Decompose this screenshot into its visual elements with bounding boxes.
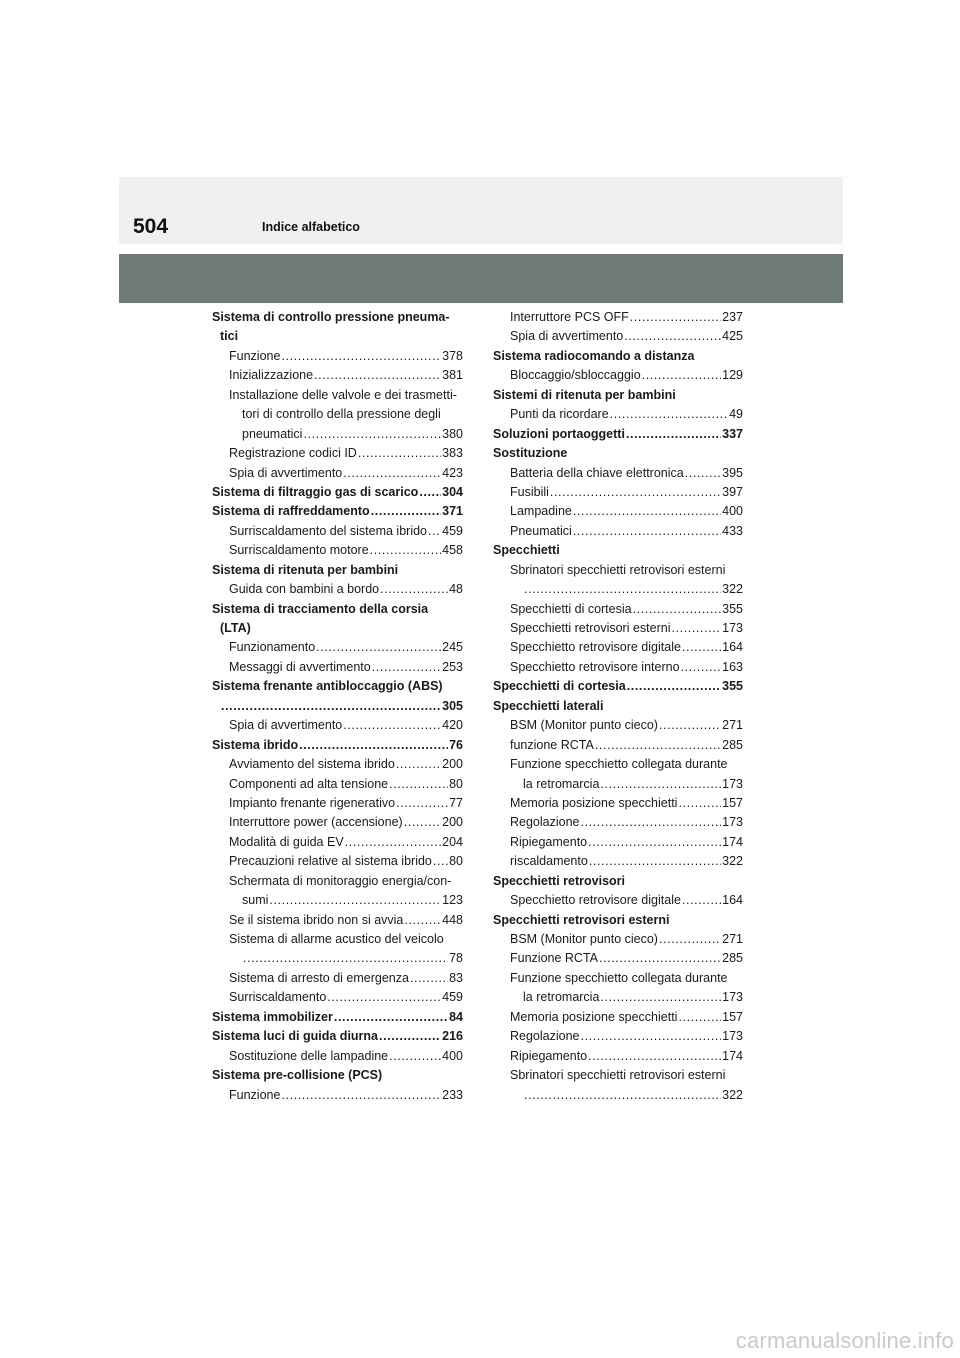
index-heading xyxy=(493,911,743,930)
dot-leader xyxy=(524,1086,721,1105)
dot-leader xyxy=(659,716,721,735)
index-entry xyxy=(212,755,463,774)
dot-leader xyxy=(595,736,721,755)
page-ref: 420 xyxy=(442,718,463,733)
index-heading xyxy=(493,677,743,696)
page-ref: 84 xyxy=(449,1009,463,1024)
entry-text: Lampadine xyxy=(510,504,572,519)
index-heading xyxy=(493,347,743,366)
page-ref: 173 xyxy=(722,990,743,1005)
index-entry xyxy=(212,580,463,599)
index-heading xyxy=(212,1008,463,1027)
page-ref: 355 xyxy=(722,601,743,616)
page-ref: 80 xyxy=(449,776,463,791)
entry-text: Sistema luci di guida diurna xyxy=(212,1029,379,1044)
entry-text: Messaggi di avvertimento xyxy=(229,659,371,674)
entry-text: Interruttore power (accensione) xyxy=(229,815,403,830)
entry-text: Se il sistema ibrido non si avvia xyxy=(229,912,404,927)
index-entry xyxy=(493,308,743,327)
index-entry xyxy=(212,464,463,483)
entry-text: Sistema di raffreddamento xyxy=(212,504,370,519)
page-ref: 459 xyxy=(442,523,463,538)
dot-leader xyxy=(681,658,722,677)
index-entry xyxy=(212,405,463,424)
entry-text: Ripiegamento xyxy=(510,834,588,849)
page-ref: 174 xyxy=(722,1048,743,1063)
entry-text: Specchietti retrovisori esterni xyxy=(510,621,671,635)
index-heading xyxy=(212,483,463,502)
index-entry xyxy=(493,891,743,910)
dot-leader xyxy=(599,949,721,968)
page-ref: 78 xyxy=(449,951,463,966)
entry-text: Sistema immobilizer xyxy=(212,1009,333,1024)
entry-text: Soluzioni portaoggetti xyxy=(493,426,625,441)
index-column-left xyxy=(212,308,463,1105)
dot-leader xyxy=(281,1086,441,1105)
page-ref: 271 xyxy=(722,932,743,946)
page-ref: 383 xyxy=(442,446,463,461)
dot-leader xyxy=(630,308,721,327)
index-entry xyxy=(212,775,463,794)
entry-text: Fusibili xyxy=(510,484,549,499)
index-entry xyxy=(493,464,743,483)
entry-text: Specchietti laterali xyxy=(493,698,604,713)
index-heading xyxy=(493,872,743,891)
page-ref: 378 xyxy=(442,348,463,363)
entry-text: funzione RCTA xyxy=(510,737,594,752)
page-ref: 458 xyxy=(442,543,463,558)
entry-text: Surriscaldamento xyxy=(229,990,327,1005)
page-ref: 80 xyxy=(449,854,463,869)
page-ref: 49 xyxy=(729,407,743,422)
index-heading xyxy=(493,425,743,444)
entry-text: Guida con bambini a bordo xyxy=(229,582,380,597)
entry-text: riscaldamento xyxy=(510,854,588,869)
page-number: 504 xyxy=(133,215,169,238)
dot-leader xyxy=(589,852,721,871)
page-ref: 129 xyxy=(722,368,743,383)
entry-text: Modalità di guida EV xyxy=(229,834,344,849)
index-entry xyxy=(212,1047,463,1066)
dot-leader xyxy=(433,852,448,871)
entry-text: Sistema di arresto di emergenza xyxy=(229,970,409,985)
page-ref: 164 xyxy=(722,893,743,908)
page-ref: 48 xyxy=(449,582,463,597)
index-entry xyxy=(493,969,743,988)
entry-text: Memoria posizione specchietti xyxy=(510,1009,678,1024)
index-heading xyxy=(212,677,463,696)
dot-leader xyxy=(428,522,441,541)
entry-text: Specchietti retrovisori xyxy=(493,873,625,888)
page-ref: 271 xyxy=(722,718,743,733)
index-entry xyxy=(212,638,463,657)
entry-text: (LTA) xyxy=(220,621,251,635)
dot-leader xyxy=(600,988,721,1007)
index-heading xyxy=(493,541,743,560)
index-entry xyxy=(493,366,743,385)
index-entry xyxy=(212,911,463,930)
dot-leader xyxy=(659,930,721,949)
page-ref: 245 xyxy=(442,640,463,655)
index-entry xyxy=(212,794,463,813)
page-ref: 200 xyxy=(442,815,463,830)
entry-text: Precauzioni relative al sistema ibrido xyxy=(229,854,432,869)
index-entry xyxy=(493,736,743,755)
index-entry xyxy=(493,522,743,541)
index-entry xyxy=(212,425,463,444)
page-ref: 216 xyxy=(442,1029,463,1044)
index-heading xyxy=(212,502,463,521)
index-heading xyxy=(212,308,463,327)
dot-leader xyxy=(343,464,441,483)
page-ref: 233 xyxy=(442,1087,463,1102)
index-entry xyxy=(493,1047,743,1066)
page-ref: 204 xyxy=(442,834,463,849)
index-heading xyxy=(493,444,743,463)
index-entry xyxy=(212,522,463,541)
page-ref: 395 xyxy=(722,465,743,480)
entry-text: Sostituzione delle lampadine xyxy=(229,1048,389,1063)
index-entry xyxy=(493,813,743,832)
entry-text: Spia di avvertimento xyxy=(229,465,343,480)
entry-text: Specchietti retrovisori esterni xyxy=(493,912,670,927)
index-entry xyxy=(493,580,743,599)
entry-text: Sistema di filtraggio gas di scarico xyxy=(212,484,419,499)
entry-text: Avviamento del sistema ibrido xyxy=(229,757,395,772)
index-heading xyxy=(212,1066,463,1085)
page-ref: 322 xyxy=(722,854,743,869)
index-heading xyxy=(493,386,743,405)
entry-text: Sistema di controllo pressione pneuma- xyxy=(212,310,450,324)
entry-text: Sistema di ritenuta per bambini xyxy=(212,562,399,577)
index-entry xyxy=(212,716,463,735)
entry-text: BSM (Monitor punto cieco) xyxy=(510,718,658,733)
index-entry xyxy=(212,852,463,871)
entry-text: Funzione RCTA xyxy=(510,951,598,966)
entry-text: Batteria della chiave elettronica xyxy=(510,465,684,480)
entry-text: Regolazione xyxy=(510,1029,580,1044)
entry-text: Pneumatici xyxy=(510,523,572,538)
page-ref: 397 xyxy=(722,484,743,499)
dot-leader xyxy=(678,794,721,813)
dot-leader xyxy=(345,833,441,852)
entry-text: Installazione delle valvole e dei trasmetti- xyxy=(229,387,457,402)
index-entry xyxy=(493,1027,743,1046)
entry-text: Specchietti xyxy=(493,543,560,558)
entry-text: Specchietti di cortesia xyxy=(510,601,632,616)
index-entry xyxy=(493,1086,743,1105)
dot-leader xyxy=(588,1047,721,1066)
dot-leader xyxy=(372,658,441,677)
dot-leader xyxy=(299,736,448,755)
index-entry xyxy=(212,658,463,677)
entry-text: Registrazione codici ID xyxy=(229,446,357,461)
index-heading xyxy=(212,327,463,346)
dot-leader xyxy=(581,813,722,832)
dot-leader xyxy=(316,638,441,657)
dot-leader xyxy=(343,716,441,735)
index-entry xyxy=(493,930,743,949)
entry-text: Schermata di monitoraggio energia/con- xyxy=(229,873,452,888)
entry-text: Bloccaggio/sbloccaggio xyxy=(510,368,641,383)
page-ref: 400 xyxy=(722,504,743,519)
dot-leader xyxy=(327,988,441,1007)
watermark: carmanualsonline.info xyxy=(735,1328,954,1353)
dot-leader xyxy=(389,775,448,794)
page-ref: 381 xyxy=(442,368,463,383)
index-entry xyxy=(493,619,743,638)
dot-leader xyxy=(370,541,441,560)
index-entry xyxy=(212,833,463,852)
dot-leader xyxy=(396,755,441,774)
dot-leader xyxy=(404,911,441,930)
index-heading xyxy=(212,697,463,716)
index-entry xyxy=(493,600,743,619)
index-entry xyxy=(212,541,463,560)
entry-text: Sistema radiocomando a distanza xyxy=(493,348,695,363)
entry-text: Funzione xyxy=(229,348,281,363)
index-entry xyxy=(493,775,743,794)
entry-text: Sistema ibrido xyxy=(212,737,299,752)
page-ref: 237 xyxy=(722,310,743,324)
index-column-right xyxy=(493,308,743,1105)
entry-text: Specchietto retrovisore interno xyxy=(510,659,680,674)
dot-leader xyxy=(221,697,441,716)
dot-leader xyxy=(269,891,441,910)
dot-leader xyxy=(682,638,721,657)
index-entry xyxy=(493,755,743,774)
page-ref: 174 xyxy=(722,834,743,849)
dot-leader xyxy=(627,677,721,696)
section-title: Indice alfabetico xyxy=(262,220,360,234)
entry-text: Funzione specchietto collegata durante xyxy=(510,970,728,985)
dot-leader xyxy=(633,600,722,619)
page-ref: 157 xyxy=(722,795,743,810)
index-entry xyxy=(212,988,463,1007)
page-ref: 337 xyxy=(722,426,743,441)
page-ref: 77 xyxy=(449,795,463,810)
dot-leader xyxy=(404,813,441,832)
dot-leader xyxy=(642,366,722,385)
dot-leader xyxy=(682,891,721,910)
index-entry xyxy=(212,366,463,385)
dot-leader xyxy=(600,775,721,794)
dot-leader xyxy=(314,366,441,385)
entry-text: sumi xyxy=(242,893,269,908)
dot-leader xyxy=(419,483,441,502)
page-ref: 380 xyxy=(442,426,463,441)
page-ref: 173 xyxy=(722,1029,743,1044)
index-entry xyxy=(212,949,463,968)
dot-leader xyxy=(303,425,441,444)
index-entry xyxy=(212,813,463,832)
dot-leader xyxy=(624,327,721,346)
entry-text: Specchietti di cortesia xyxy=(493,679,626,694)
entry-text: Spia di avvertimento xyxy=(510,329,624,344)
dot-leader xyxy=(379,1027,441,1046)
entry-text: tici xyxy=(220,329,239,344)
page-ref: 173 xyxy=(722,776,743,791)
index-entry xyxy=(212,347,463,366)
page-ref: 163 xyxy=(722,659,743,674)
page-ref: 425 xyxy=(722,329,743,344)
index-entry xyxy=(493,852,743,871)
entry-text: Spia di avvertimento xyxy=(229,718,343,733)
entry-text: Sbrinatori specchietti retrovisori esterni xyxy=(510,562,726,577)
page-ref: 459 xyxy=(442,990,463,1005)
entry-text: Specchietto retrovisore digitale xyxy=(510,640,681,655)
dot-leader xyxy=(380,580,448,599)
entry-text: la retromarcia xyxy=(523,776,600,791)
page-ref: 304 xyxy=(442,484,463,499)
index-entry xyxy=(493,833,743,852)
entry-text: Impianto frenante rigenerativo xyxy=(229,795,396,810)
dot-leader xyxy=(610,405,728,424)
entry-text: BSM (Monitor punto cieco) xyxy=(510,932,658,946)
dot-leader xyxy=(678,1008,721,1027)
entry-text: Ripiegamento xyxy=(510,1048,588,1063)
dot-leader xyxy=(581,1027,722,1046)
entry-text: Regolazione xyxy=(510,815,580,830)
index-entry xyxy=(493,1066,743,1085)
dot-leader xyxy=(334,1008,448,1027)
header-band xyxy=(119,254,843,303)
entry-text: Componenti ad alta tensione xyxy=(229,776,389,791)
entry-text: Specchietto retrovisore digitale xyxy=(510,893,681,908)
entry-text: Sistema di allarme acustico del veicolo xyxy=(229,932,444,946)
entry-text: Punti da ricordare xyxy=(510,407,609,422)
entry-text: Sostituzione xyxy=(493,446,568,461)
index-entry xyxy=(212,386,463,405)
index-entry xyxy=(493,483,743,502)
page-ref: 173 xyxy=(722,815,743,830)
index-entry xyxy=(493,949,743,968)
index-entry xyxy=(493,716,743,735)
dot-leader xyxy=(358,444,441,463)
index-heading xyxy=(493,697,743,716)
index-entry xyxy=(493,1008,743,1027)
dot-leader xyxy=(550,483,721,502)
index-entry xyxy=(493,561,743,580)
index-entry xyxy=(493,988,743,1007)
index-heading xyxy=(212,619,463,638)
index-entry xyxy=(212,969,463,988)
dot-leader xyxy=(685,464,721,483)
entry-text: Funzione xyxy=(229,1087,281,1102)
index-entry xyxy=(493,327,743,346)
entry-text: Sistemi di ritenuta per bambini xyxy=(493,387,676,402)
index-entry xyxy=(212,1086,463,1105)
entry-text: Memoria posizione specchietti xyxy=(510,795,678,810)
index-entry xyxy=(212,891,463,910)
page-ref: 305 xyxy=(442,698,463,713)
page-ref: 355 xyxy=(722,679,743,694)
page-ref: 123 xyxy=(442,893,463,908)
page-ref: 371 xyxy=(442,504,463,519)
entry-text: Inizializzazione xyxy=(229,368,314,383)
page-ref: 76 xyxy=(449,737,463,752)
entry-text: la retromarcia xyxy=(523,990,600,1005)
dot-leader xyxy=(573,522,721,541)
page-ref: 253 xyxy=(442,659,463,674)
entry-text: Sistema frenante antibloccaggio (ABS) xyxy=(212,679,443,694)
entry-text: Sbrinatori specchietti retrovisori esterni xyxy=(510,1068,726,1083)
page-ref: 322 xyxy=(722,582,743,597)
index-heading xyxy=(212,600,463,619)
page-ref: 200 xyxy=(442,757,463,772)
page-ref: 83 xyxy=(449,970,463,985)
dot-leader xyxy=(671,619,721,638)
entry-text: Funzione specchietto collegata durante xyxy=(510,757,728,772)
dot-leader xyxy=(371,502,441,521)
entry-text: Sistema di tracciamento della corsia xyxy=(212,601,429,616)
entry-text: Sistema pre-collisione (PCS) xyxy=(212,1068,383,1083)
index-entry xyxy=(493,638,743,657)
page-header xyxy=(119,177,843,244)
index-heading xyxy=(212,736,463,755)
index-entry xyxy=(493,502,743,521)
entry-text: Surriscaldamento motore xyxy=(229,543,369,558)
page-ref: 322 xyxy=(722,1087,743,1102)
entry-text: tori di controllo della pressione degli xyxy=(242,407,441,422)
page-ref: 400 xyxy=(442,1048,463,1063)
entry-text: Interruttore PCS OFF xyxy=(510,310,629,324)
dot-leader xyxy=(396,794,448,813)
index-entry xyxy=(212,930,463,949)
page-ref: 285 xyxy=(722,737,743,752)
dot-leader xyxy=(243,949,448,968)
dot-leader xyxy=(588,833,721,852)
index-entry xyxy=(493,405,743,424)
index-entry xyxy=(493,794,743,813)
dot-leader xyxy=(626,425,721,444)
dot-leader xyxy=(410,969,448,988)
page-ref: 448 xyxy=(442,912,463,927)
index-entry xyxy=(493,658,743,677)
page-ref: 157 xyxy=(722,1009,743,1024)
dot-leader xyxy=(573,502,721,521)
index-entry xyxy=(212,872,463,891)
dot-leader xyxy=(524,580,721,599)
index-heading xyxy=(212,561,463,580)
page-ref: 173 xyxy=(722,621,743,635)
dot-leader xyxy=(281,347,441,366)
entry-text: Surriscaldamento del sistema ibrido xyxy=(229,523,428,538)
dot-leader xyxy=(389,1047,441,1066)
page-ref: 285 xyxy=(722,951,743,966)
index-heading xyxy=(212,1027,463,1046)
page-ref: 164 xyxy=(722,640,743,655)
entry-text: pneumatici xyxy=(242,426,303,441)
page-ref: 423 xyxy=(442,465,463,480)
entry-text: Funzionamento xyxy=(229,640,316,655)
index-entry xyxy=(212,444,463,463)
page-ref: 433 xyxy=(722,523,743,538)
